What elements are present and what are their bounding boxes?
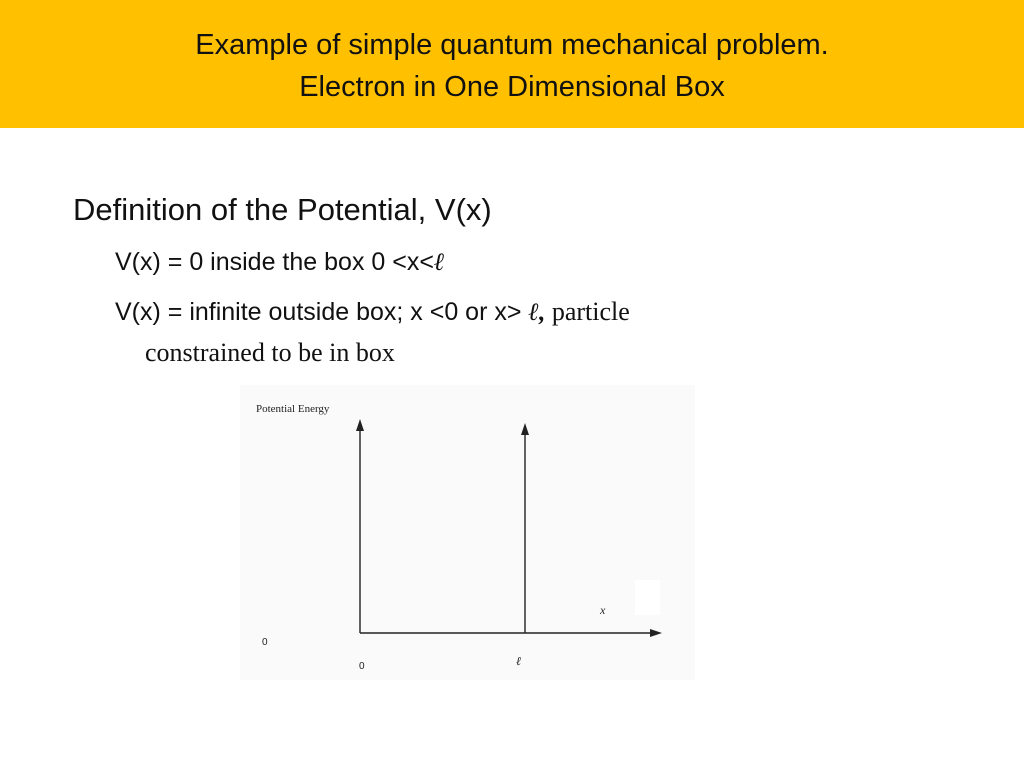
diagram-svg xyxy=(240,385,695,680)
x-axis-label: x xyxy=(600,603,606,617)
y-axis-label: Potential Energy xyxy=(256,403,330,415)
label-backdrop xyxy=(635,580,660,615)
potential-energy-diagram xyxy=(240,385,695,680)
x-ell-label: ℓ xyxy=(516,654,521,668)
x-zero-label: 0 xyxy=(359,661,365,672)
y-zero-label: 0 xyxy=(262,637,268,648)
section-heading: Definition of the Potential, V(x) xyxy=(73,192,492,227)
title-line-2: Electron in One Dimensional Box xyxy=(299,71,725,103)
title-line-1: Example of simple quantum mechanical problem. xyxy=(195,29,829,61)
y-axis-arrowhead xyxy=(356,419,364,431)
bullet-outside-box-tail: particle xyxy=(545,297,630,326)
bullet-inside-box xyxy=(115,247,445,278)
bullet-outside-box-text: V(x) = infinite outside box; x <0 or x> xyxy=(115,298,529,326)
title-bar xyxy=(0,0,1024,128)
ell-symbol: ℓ xyxy=(433,249,445,276)
ell-symbol: ℓ, xyxy=(528,299,546,326)
x-axis-arrowhead xyxy=(650,629,662,637)
right-wall-arrowhead xyxy=(521,423,529,435)
bullet-outside-box-continuation: constrained to be in box xyxy=(145,338,395,367)
bullet-outside-box xyxy=(115,297,630,328)
bullet-inside-box-text: V(x) = 0 inside the box 0 <x< xyxy=(115,248,434,276)
